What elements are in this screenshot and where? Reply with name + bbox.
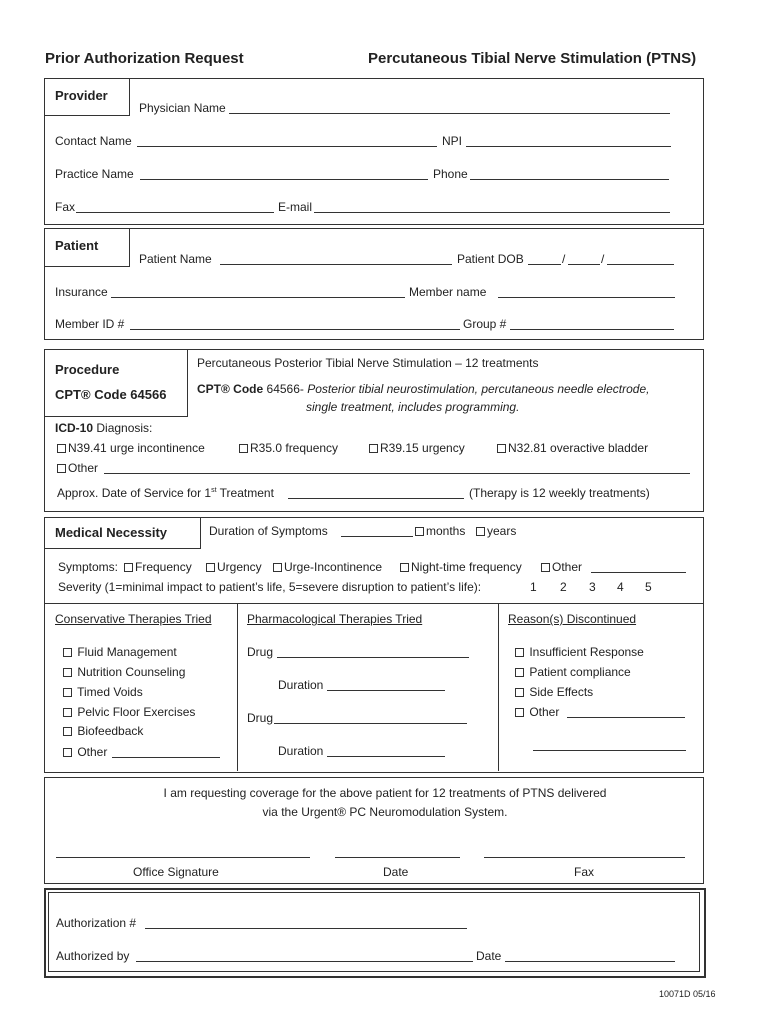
symptom-other-field[interactable] [591,572,686,573]
insurance-label: Insurance [55,285,108,299]
icd-line [55,421,152,435]
member-name-label: Member name [409,285,487,299]
therapy-pelvic-floor[interactable]: Pelvic Floor Exercises [63,705,195,719]
checkbox-icon[interactable] [515,688,524,697]
column-divider [498,604,499,771]
drug-2-field[interactable] [274,723,467,724]
patient-name-label: Patient Name [139,252,212,266]
dob-day-field[interactable] [568,264,600,265]
drug-1-label: Drug [247,645,274,659]
column-divider [237,604,238,771]
symptoms-label: Symptoms: [58,560,119,574]
office-signature-label: Office Signature [133,865,219,879]
signature-date-label: Date [383,865,409,879]
request-line2: via the Urgent® PC Neuromodulation System. [262,805,508,819]
severity-1[interactable]: 1 [530,580,537,594]
therapy-nutrition-counseling[interactable]: Nutrition Counseling [63,665,185,679]
drug-2-label: Drug [247,711,274,725]
service-date-label: Approx. Date of Service for 1st Treatment [57,486,274,500]
reason-other-field[interactable] [567,717,685,718]
cpt-heading: CPT® Code 64566 [55,387,167,402]
duration-2-field[interactable] [327,756,445,757]
conservative-heading: Conservative Therapies Tried [55,612,212,626]
severity-label: Severity (1=minimal impact to patient’s life, 5=severe disruption to patient’s life): [58,580,482,594]
email-label: E-mail [278,200,313,214]
phone-field[interactable] [470,179,669,180]
reason-compliance[interactable]: Patient compliance [515,665,631,679]
checkbox-icon[interactable] [273,563,282,572]
authorization-date-label: Date [476,949,502,963]
severity-5[interactable]: 5 [645,580,652,594]
severity-4[interactable]: 4 [617,580,624,594]
fax-field[interactable] [76,212,274,213]
patient-name-field[interactable] [220,264,452,265]
group-field[interactable] [510,329,674,330]
form-code: 10071D 05/16 [659,989,716,999]
npi-field[interactable] [466,146,671,147]
cpt-label: CPT® Code [197,382,264,396]
dob-separator: / [601,252,605,266]
checkbox-icon[interactable] [497,444,506,453]
duration-field[interactable] [341,536,413,537]
reasons-heading: Reason(s) Discontinued [508,612,637,626]
checkbox-icon[interactable] [476,527,485,536]
dob-year-field[interactable] [607,264,674,265]
form-title: Prior Authorization Request [45,50,244,67]
diagnosis-n32-81[interactable]: N32.81 overactive bladder [497,441,648,455]
icd-suffix: Diagnosis: [96,421,153,435]
checkbox-icon[interactable] [57,444,66,453]
symptom-other[interactable]: Other [541,560,582,574]
duration-2-label: Duration [278,744,324,758]
insurance-field[interactable] [111,297,405,298]
therapy-biofeedback[interactable]: Biofeedback [63,724,143,738]
practice-name-field[interactable] [140,179,428,180]
symptom-frequency[interactable]: Frequency [124,560,192,574]
checkbox-icon[interactable] [515,668,524,677]
severity-3[interactable]: 3 [589,580,596,594]
therapy-note: (Therapy is 12 weekly treatments) [469,486,650,500]
physician-name-label: Physician Name [139,101,226,115]
office-signature-field[interactable] [56,857,310,858]
signature-fax-label: Fax [574,865,595,879]
contact-name-label: Contact Name [55,134,132,148]
phone-label: Phone [433,167,468,181]
procedure-heading: Procedure [55,362,120,377]
checkbox-icon[interactable] [415,527,424,536]
checkbox-icon[interactable] [400,563,409,572]
member-name-field[interactable] [498,297,675,298]
physician-name-field[interactable] [229,113,670,114]
therapy-other[interactable]: Other [63,745,107,759]
fax-label: Fax [55,200,76,214]
checkbox-icon[interactable] [239,444,248,453]
practice-name-label: Practice Name [55,167,134,181]
dob-month-field[interactable] [528,264,561,265]
service-date-field[interactable] [288,498,464,499]
checkbox-icon[interactable] [515,648,524,657]
reason-extra-field[interactable] [533,750,686,751]
cpt-desc-line2: single treatment, includes programming. [306,400,520,414]
therapies-divider [44,603,703,604]
months-option[interactable]: months [415,524,465,538]
provider-heading: Provider [55,88,108,103]
dob-separator: / [562,252,566,266]
email-field[interactable] [314,212,670,213]
checkbox-icon[interactable] [515,708,524,717]
procedure-description: Percutaneous Posterior Tibial Nerve Stimulation – 12 treatments [197,356,539,370]
cpt-line [197,382,649,396]
patient-dob-label: Patient DOB [457,252,524,266]
procedure-heading-box [44,349,188,417]
authorization-number-field[interactable] [145,928,467,929]
checkbox-icon[interactable] [63,708,72,717]
diagnosis-r35-0[interactable]: R35.0 frequency [239,441,338,455]
medical-heading: Medical Necessity [55,525,168,540]
npi-label: NPI [442,134,463,148]
therapy-fluid-management[interactable]: Fluid Management [63,645,177,659]
symptom-urge-incontinence[interactable]: Urge-Incontinence [273,560,382,574]
years-option[interactable]: years [476,524,516,538]
diagnosis-other[interactable]: Other [57,461,98,475]
checkbox-icon[interactable] [541,563,550,572]
icd-label: ICD-10 [55,421,94,435]
symptom-urgency[interactable]: Urgency [206,560,262,574]
member-id-label: Member ID # [55,317,125,331]
member-id-field[interactable] [130,329,460,330]
checkbox-icon[interactable] [206,563,215,572]
diagnosis-r39-15[interactable]: R39.15 urgency [369,441,465,455]
therapy-timed-voids[interactable]: Timed Voids [63,685,143,699]
authorization-date-field[interactable] [505,961,675,962]
pharma-heading: Pharmacological Therapies Tried [247,612,423,626]
duration-label: Duration of Symptoms [209,524,328,538]
checkbox-icon[interactable] [63,727,72,736]
checkbox-icon[interactable] [124,563,133,572]
cpt-desc-line1: Posterior tibial neurostimulation, percutaneous needle electrode, [307,382,650,396]
cpt-code: 64566- [266,382,304,396]
symptom-night-time[interactable]: Night-time frequency [400,560,522,574]
severity-2[interactable]: 2 [560,580,567,594]
request-line1: I am requesting coverage for the above patient for 12 treatments of PTNS delivered [163,786,607,800]
group-label: Group # [463,317,507,331]
authorization-number-label: Authorization # [56,916,137,930]
signature-date-field[interactable] [335,857,460,858]
reason-other[interactable]: Other [515,705,559,719]
form-subtitle: Percutaneous Tibial Nerve Stimulation (PTNS) [368,50,697,67]
checkbox-icon[interactable] [57,464,66,473]
drug-1-field[interactable] [277,657,469,658]
authorization-inner-border [48,892,700,972]
reason-side-effects[interactable]: Side Effects [515,685,593,699]
duration-1-label: Duration [278,678,324,692]
checkbox-icon[interactable] [63,748,72,757]
checkbox-icon[interactable] [63,668,72,677]
therapy-other-field[interactable] [112,757,220,758]
contact-name-field[interactable] [137,146,437,147]
patient-section [44,228,704,340]
signature-fax-field[interactable] [484,857,685,858]
duration-1-field[interactable] [327,690,445,691]
diagnosis-other-field[interactable] [104,473,690,474]
reason-insufficient[interactable]: Insufficient Response [515,645,644,659]
diagnosis-n39-41[interactable]: N39.41 urge incontinence [57,441,205,455]
authorized-by-field[interactable] [136,961,473,962]
checkbox-icon[interactable] [63,648,72,657]
patient-heading: Patient [55,238,99,253]
authorized-by-label: Authorized by [56,949,130,963]
checkbox-icon[interactable] [369,444,378,453]
checkbox-icon[interactable] [63,688,72,697]
